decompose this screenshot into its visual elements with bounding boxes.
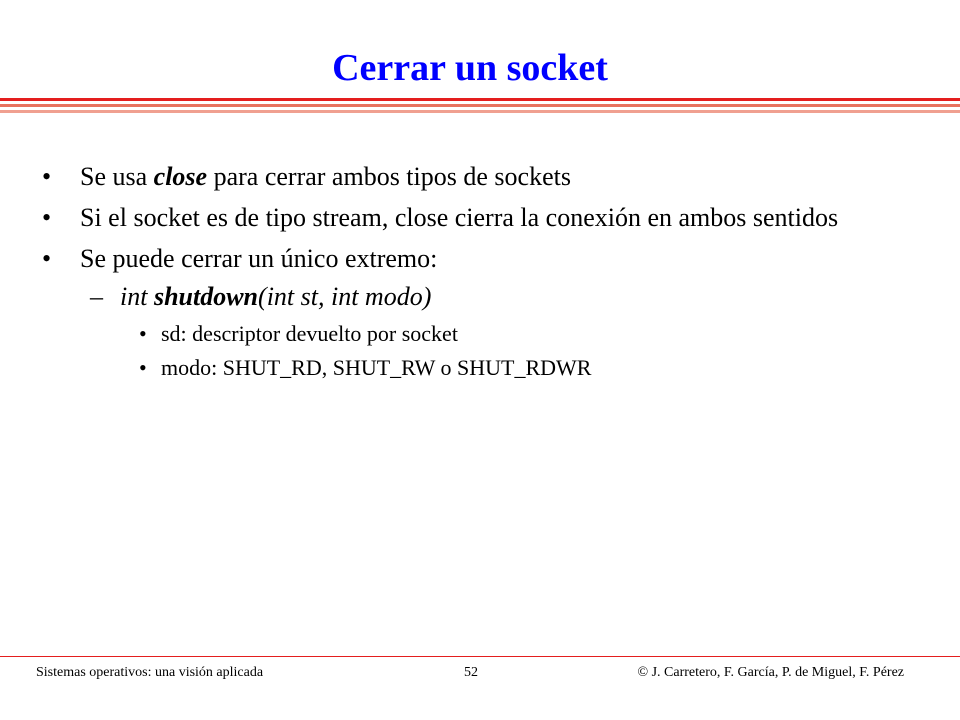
bullet-text-pre: Se usa xyxy=(80,162,154,191)
bullet-text-emphasis: close xyxy=(153,162,208,191)
sub-sub-bullet-item xyxy=(0,319,940,349)
footer-page-number: 52 xyxy=(464,665,478,680)
sub-sub-bullet-item xyxy=(0,353,940,383)
sub-bullet-item xyxy=(0,280,940,314)
sub-sub-bullet-text: modo: SHUT_RD, SHUT_RW o SHUT_RDWR xyxy=(161,355,592,380)
bullet-item xyxy=(0,242,940,276)
bullet-item xyxy=(0,201,940,235)
dash-marker: – xyxy=(90,282,103,311)
sub-sub-bullet-text: sd: descriptor devuelto por socket xyxy=(161,321,458,346)
footer-divider xyxy=(0,656,960,657)
bullet-text: Se puede cerrar un único extremo: xyxy=(80,244,438,273)
sub-bullet-text-pre: int xyxy=(120,282,154,311)
sub-bullet-text-emphasis: shutdown xyxy=(153,282,259,311)
bullet-marker: • xyxy=(42,244,52,273)
bullet-marker: • xyxy=(139,321,147,346)
rule-line-2 xyxy=(0,104,960,107)
footer-copyright: © J. Carretero, F. García, P. de Miguel, F. Pérez xyxy=(637,665,904,680)
slide-title: Cerrar un socket xyxy=(332,47,608,89)
rule-line-1 xyxy=(0,98,960,101)
bullet-text: Si el socket es de tipo stream, close cierra la conexión en ambos sentidos xyxy=(80,203,839,232)
bullet-marker: • xyxy=(42,203,52,232)
rule-line-3 xyxy=(0,110,960,113)
bullet-marker: • xyxy=(42,162,52,191)
footer-book-title: Sistemas operativos: una visión aplicada xyxy=(36,665,264,680)
bullet-list xyxy=(0,160,940,387)
sub-bullet-text-post: (int st, int modo) xyxy=(258,282,432,311)
bullet-marker: • xyxy=(139,355,147,380)
bullet-text-post: para cerrar ambos tipos de sockets xyxy=(207,162,571,191)
bullet-item xyxy=(0,160,940,194)
